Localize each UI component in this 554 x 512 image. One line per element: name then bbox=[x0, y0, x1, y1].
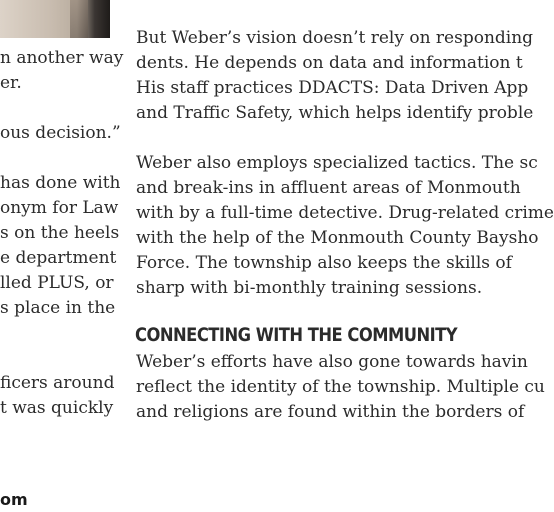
photo-crop bbox=[0, 0, 110, 38]
section-heading: CONNECTING WITH THE COMMUNITY bbox=[135, 324, 458, 346]
body-text-line: with by a full-time detective. Drug-related crime bbox=[136, 203, 554, 223]
body-text-line: and religions are found within the borders of bbox=[136, 402, 525, 422]
left-text-line: t was quickly bbox=[0, 398, 114, 418]
left-text-line: onym for Law bbox=[0, 198, 119, 218]
left-text-line: has done with bbox=[0, 173, 121, 193]
footer-url[interactable]: om bbox=[0, 490, 28, 509]
left-text-line: lled PLUS, or bbox=[0, 273, 114, 293]
right-column bbox=[136, 26, 554, 301]
left-column bbox=[0, 46, 123, 421]
body-text-line: Weber’s efforts have also gone towards havin bbox=[136, 352, 528, 372]
body-text-line: reflect the identity of the township. Multiple cu bbox=[136, 377, 545, 397]
right-column-lower bbox=[136, 350, 545, 425]
body-text-line: His staff practices DDACTS: Data Driven App bbox=[136, 78, 529, 98]
left-text-line: n another way bbox=[0, 48, 124, 68]
body-text-line: with the help of the Monmouth County Baysho bbox=[136, 228, 539, 248]
body-text-line: and Traffic Safety, which helps identify proble bbox=[136, 103, 534, 123]
left-text-line: e department bbox=[0, 248, 117, 268]
left-text-line: ficers around bbox=[0, 373, 115, 393]
left-text-line: s place in the bbox=[0, 298, 116, 318]
body-text-line: Force. The township also keeps the skills of bbox=[136, 253, 512, 273]
body-text-line: dents. He depends on data and information t bbox=[136, 53, 523, 73]
body-text-line: Weber also employs specialized tactics. The sc bbox=[136, 153, 538, 173]
body-text-line: and break-ins in affluent areas of Monmouth bbox=[136, 178, 521, 198]
left-text-line: er. bbox=[0, 73, 22, 93]
body-text-line: sharp with bi-monthly training sessions. bbox=[136, 278, 483, 298]
body-text-line: But Weber’s vision doesn’t rely on responding bbox=[136, 28, 534, 48]
left-text-line: s on the heels bbox=[0, 223, 120, 243]
left-text-line: ous decision.” bbox=[0, 123, 121, 143]
